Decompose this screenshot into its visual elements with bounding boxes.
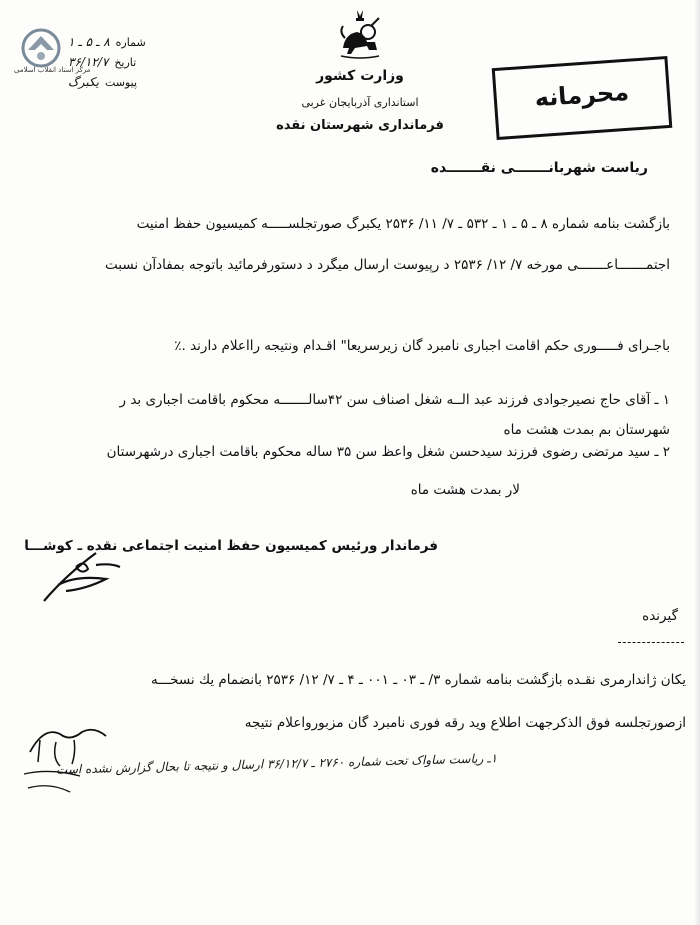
letter-meta xyxy=(68,32,198,92)
meta-attach-row xyxy=(68,72,198,92)
handwritten-note: ۱ـ ریاست ساواک تحت شماره ۲۷۶۰ ـ ۳۶/۱۲/۷ ارسال و نتیجه تا بحال گزارش نشده است xyxy=(55,751,498,777)
item-1-line-a: ۱ ـ آقای حاج نصیرجوادی فرزند عبد الــه شغل اصناف سن ۴۲سالـــــــه محکوم باقامت اجباری بد ر xyxy=(119,392,670,408)
recipients-divider xyxy=(618,642,684,643)
org-province: استانداری آذربایجان غربی xyxy=(301,96,419,109)
number-value: ۸ ـ ۵ ـ ۱ xyxy=(68,35,110,49)
meta-number-row xyxy=(68,32,198,52)
number-label: شماره xyxy=(115,35,146,49)
body-line-3: باجـرای فـــــوری حکم اقامت اجباری نامبرد گان زیرسریعا" اقـدام ونتیجه رااعلام دارند .٪ xyxy=(174,338,670,354)
attach-value: یکبرگ xyxy=(68,75,99,89)
archive-text: مرکز اسناد انقلاب اسلامی xyxy=(14,66,91,74)
signature-title: فرماندار ورئیس کمیسیون حفظ امنیت اجتماعی نقده ـ کوشـــا xyxy=(24,538,438,554)
item-1-line-b: شهرستان بم بمدت هشت ماه xyxy=(503,422,670,438)
date-value: ۳۶/۱۲/۷ xyxy=(68,55,109,69)
org-ministry: وزارت کشور xyxy=(316,68,404,84)
recipients-label: گیرنده xyxy=(642,608,678,624)
recipient-line: ریاست شهربانـــــــی نقـــــــده xyxy=(430,160,648,176)
body-line-1: بازگشت بنامه شماره ۸ ـ ۵ ـ ۱ ـ ۵۳۲ ـ ۷/ ۱۱/ ۲۵۳۶ یکبرگ صورتجلســـــه کمیسیون حفظ امنیت xyxy=(136,216,670,232)
date-label: تاریخ xyxy=(114,55,137,69)
confidential-stamp xyxy=(492,56,673,140)
stamp-text: محرمانه xyxy=(533,77,630,113)
attach-label: پیوست xyxy=(104,75,138,89)
cc-line-1: یکان ژاندارمری نقـده بازگشت بنامه شماره ۳/ ـ ۰۳ ـ ۰۰۱ ـ ۴ ـ ۷/ ۱۲/ ۲۵۳۶ بانضمام یك نسخـــه xyxy=(151,672,686,688)
lion-and-sun-emblem-icon xyxy=(335,8,385,60)
item-2-line-b: لار بمدت هشت ماه xyxy=(410,482,520,498)
item-2-line-a: ۲ ـ سید مرتضی رضوی فرزند سیدحسن شغل واعظ سن ۳۵ ساله محکوم باقامت اجباری درشهرستان xyxy=(106,444,670,460)
body-line-2: اجتمـــــــاعـــــــی مورخه ۷/ ۱۲/ ۲۵۳۶ د رپیوست ارسال میگرد د دستورفرمائید باتوجه بمفادآن نسبت xyxy=(105,257,670,273)
org-county: فرمانداری شهرستان نقده xyxy=(276,118,444,133)
cc-line-2: ازصورتجلسه فوق الذکرجهت اطلاع وید رقه فوری نامبرد گان مزبورواعلام نتیجه xyxy=(244,715,686,731)
handwritten-signature-icon xyxy=(36,545,126,605)
archive-logo-icon xyxy=(14,26,68,86)
meta-date-row xyxy=(68,52,198,72)
page-edge-shadow xyxy=(694,0,700,925)
